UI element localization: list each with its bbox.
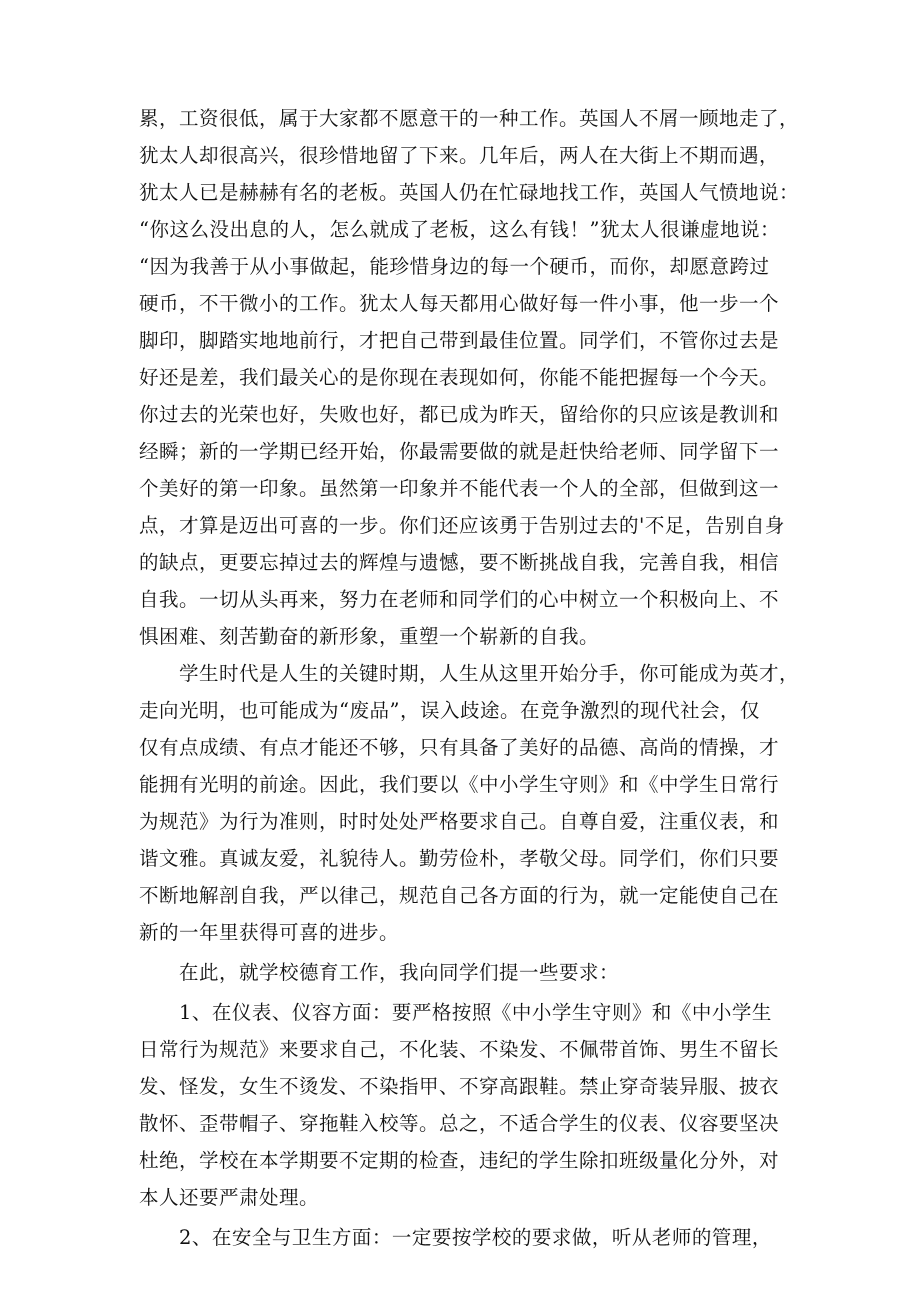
- text-line: “因为我善于从小事做起，能珍惜身边的每一个硬币，而你，却愿意跨过: [139, 255, 770, 278]
- text-line: 仅有点成绩、有点才能还不够，只有具备了美好的品德、高尚的情操，才: [139, 736, 780, 759]
- text-line: 发、怪发，女生不烫发、不染指甲、不穿高跟鞋。禁止穿奇装异服、披衣: [139, 1075, 780, 1098]
- text-line: 累，工资很低，属于大家都不愿意干的一种工作。英国人不屑一顾地走了，: [139, 107, 800, 130]
- paragraph-start-line: 学生时代是人生的关键时期，人生从这里开始分手，你可能成为英才，: [179, 662, 800, 685]
- text-line: 好还是差，我们最关心的是你现在表现如何，你能不能把握每一个今天。: [139, 366, 780, 389]
- text-line: 点，才算是迈出可喜的一步。你们还应该勇于告别过去的'不足，告别自身: [139, 514, 785, 537]
- text-line: 杜绝，学校在本学期要不定期的检查，违纪的学生除扣班级量化分外，对: [139, 1149, 780, 1172]
- text-line: “你这么没出息的人，怎么就成了老板，这么有钱！”犹太人很谦虚地说：: [139, 218, 780, 241]
- text-line: 惧困难、刻苦勤奋的新形象，重塑一个崭新的自我。: [139, 625, 600, 648]
- text-line: 自我。一切从头再来，努力在老师和同学们的心中树立一个积极向上、不: [139, 588, 780, 611]
- text-line: 硬币，不干微小的工作。犹太人每天都用心做好每一件小事，他一步一个: [139, 292, 780, 315]
- text-line: 日常行为规范》来要求自己，不化装、不染发、不佩带首饰、男生不留长: [139, 1038, 780, 1061]
- text-line: 脚印，脚踏实地地前行，才把自己带到最佳位置。同学们，不管你过去是: [139, 329, 780, 352]
- text-line: 不断地解剖自我，严以律己，规范自己各方面的行为，就一定能使自己在: [139, 884, 780, 907]
- paragraph-start-line: 在此，就学校德育工作，我向同学们提一些要求：: [179, 961, 620, 984]
- text-line: 新的一年里获得可喜的进步。: [139, 921, 400, 944]
- document-body: [139, 100, 800, 1256]
- list-item-line: 2、在安全与卫生方面：一定要按学校的要求做，听从老师的管理，: [179, 1226, 772, 1249]
- text-line: 的缺点，更要忘掉过去的辉煌与遗憾，要不断挑战自我，完善自我，相信: [139, 551, 780, 574]
- text-line: 为规范》为行为准则，时时处处严格要求自己。自尊自爱，注重仪表，和: [139, 810, 780, 833]
- list-item-line: 1、在仪表、仪容方面：要严格按照《中小学生守则》和《中小学生: [179, 1001, 772, 1024]
- text-line: 个美好的第一印象。虽然第一印象并不能代表一个人的全部，但做到这一: [139, 477, 780, 500]
- text-line: 散怀、歪带帽子、穿拖鞋入校等。总之，不适合学生的仪表、仪容要坚决: [139, 1112, 780, 1135]
- text-line: 本人还要严肃处理。: [139, 1186, 320, 1209]
- text-line: 经瞬；新的一学期已经开始，你最需要做的就是赶快给老师、同学留下一: [139, 440, 780, 463]
- text-line: 能拥有光明的前途。因此，我们要以《中小学生守则》和《中学生日常行: [139, 773, 780, 796]
- text-line: 走向光明，也可能成为“废品”，误入歧途。在竞争激烈的现代社会，仅: [139, 699, 760, 722]
- text-line: 谐文雅。真诚友爱，礼貌待人。勤劳俭朴，孝敬父母。同学们，你们只要: [139, 847, 780, 870]
- text-line: 你过去的光荣也好，失败也好，都已成为昨天，留给你的只应该是教训和: [139, 403, 780, 426]
- text-line: 犹太人却很高兴，很珍惜地留了下来。几年后，两人在大街上不期而遇，: [139, 144, 780, 167]
- text-line: 犹太人已是赫赫有名的老板。英国人仍在忙碌地找工作，英国人气愤地说：: [139, 181, 800, 204]
